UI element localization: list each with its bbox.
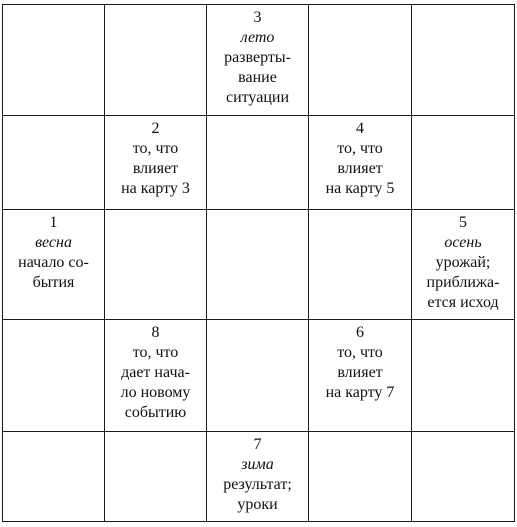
grid-cell-empty — [207, 320, 309, 432]
card-season: весна — [35, 234, 72, 251]
card-text-line: влияет — [337, 160, 383, 177]
card-text-line: то, что — [132, 344, 179, 361]
card-text-line: то, что — [337, 140, 383, 157]
card-number: 5 — [459, 214, 467, 231]
card-cell-5 — [412, 210, 515, 320]
card-text-line: ется исход — [427, 294, 499, 311]
grid-cell-empty — [207, 210, 309, 320]
grid-row-2 — [3, 116, 515, 210]
card-text-line: ситуации — [225, 89, 290, 106]
grid-cell-empty — [412, 432, 515, 522]
card-text-line: то, что — [337, 344, 383, 361]
card-cell-8 — [105, 320, 207, 432]
card-cell-6 — [309, 320, 412, 432]
card-text-line: вание — [238, 69, 277, 86]
card-number: 7 — [253, 436, 262, 453]
card-season: лето — [240, 29, 275, 46]
grid-row-4 — [3, 320, 515, 432]
grid-cell-empty — [105, 5, 207, 116]
card-text-line: то, что — [132, 140, 179, 157]
grid-cell-empty — [412, 320, 515, 432]
grid-cell-empty — [105, 432, 207, 522]
grid-cell-empty — [3, 5, 105, 116]
grid-row-3 — [3, 210, 515, 320]
card-cell-4 — [309, 116, 412, 210]
card-number: 8 — [151, 324, 160, 341]
card-number: 4 — [356, 120, 364, 137]
card-text-line: бытия — [32, 274, 75, 291]
card-text-line: результат; — [223, 476, 292, 493]
card-season: осень — [444, 234, 482, 251]
grid-cell-empty — [105, 210, 207, 320]
card-cell-2 — [105, 116, 207, 210]
grid-cell-empty — [309, 210, 412, 320]
grid-cell-empty — [309, 432, 412, 522]
grid-row-5 — [3, 432, 515, 522]
grid-cell-empty — [207, 116, 309, 210]
card-layout-grid — [2, 4, 515, 522]
grid-cell-empty — [412, 5, 515, 116]
card-season: зима — [241, 456, 274, 473]
card-text-line: уроки — [237, 496, 278, 513]
card-text-line: событию — [124, 404, 187, 421]
grid-row-1 — [3, 5, 515, 116]
grid-cell-empty — [3, 432, 105, 522]
card-text-line: на карту 5 — [325, 180, 395, 197]
card-cell-3 — [207, 5, 309, 116]
card-cell-1 — [3, 210, 105, 320]
card-text-line: на карту 3 — [121, 180, 190, 197]
card-number: 2 — [151, 120, 160, 137]
grid-cell-empty — [309, 5, 412, 116]
card-text-line: влияет — [132, 160, 179, 177]
card-number: 1 — [49, 214, 58, 231]
card-text-line: на карту 7 — [325, 384, 395, 401]
grid-cell-empty — [3, 116, 105, 210]
card-text-line: разверты- — [224, 49, 291, 66]
card-number: 3 — [253, 9, 262, 26]
card-text-line: дает нача- — [121, 364, 190, 381]
grid-cell-empty — [412, 116, 515, 210]
card-text-line: приближа- — [426, 274, 500, 291]
card-number: 6 — [356, 324, 364, 341]
grid-cell-empty — [3, 320, 105, 432]
card-text-line: урожай; — [435, 254, 491, 271]
card-text-line: влияет — [337, 364, 383, 381]
card-text-line: ло новому — [120, 384, 191, 401]
card-cell-7 — [207, 432, 309, 522]
card-text-line: начало со- — [18, 254, 89, 271]
